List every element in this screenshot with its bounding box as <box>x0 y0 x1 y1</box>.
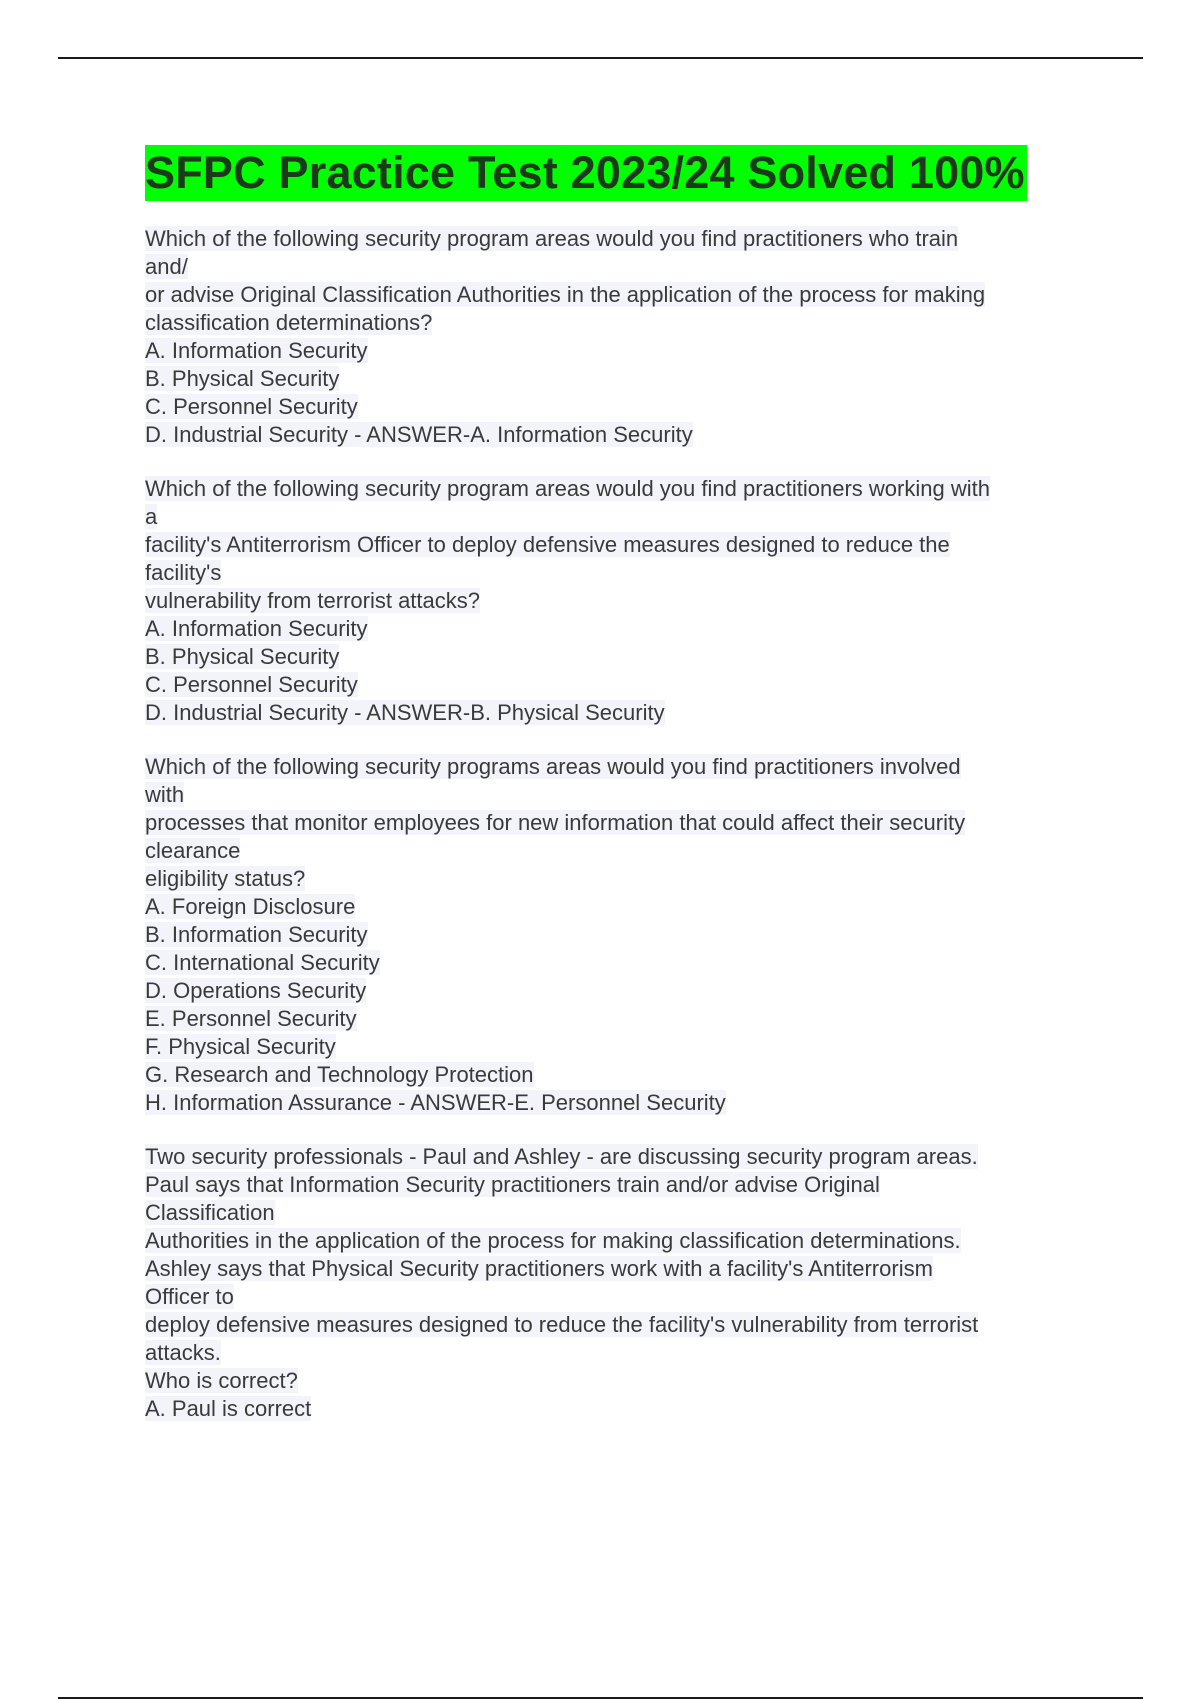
question-text-line: deploy defensive measures designed to reduce the facility's vulnerability from terrorist <box>145 1312 979 1337</box>
question-text-line: clearance <box>145 838 241 863</box>
question-text-line: attacks. <box>145 1340 221 1365</box>
document-body <box>145 145 1085 1423</box>
answer-option: C. Personnel Security <box>145 394 358 419</box>
answer-option: G. Research and Technology Protection <box>145 1062 534 1087</box>
top-rule <box>58 57 1143 59</box>
question-text-line: Ashley says that Physical Security practitioners work with a facility's Antiterrorism <box>145 1256 933 1281</box>
question-block-3 <box>145 753 1085 1117</box>
question-text-line: or advise Original Classification Authorities in the application of the process for making <box>145 282 986 307</box>
question-text-line: facility's <box>145 560 222 585</box>
answer-option: A. Foreign Disclosure <box>145 894 356 919</box>
question-text-line: Officer to <box>145 1284 234 1309</box>
question-text-line: Who is correct? <box>145 1368 298 1393</box>
answer-option-with-key: D. Industrial Security - ANSWER-B. Physical Security <box>145 700 665 725</box>
question-block-1 <box>145 225 1085 449</box>
question-text-line: and/ <box>145 254 188 279</box>
answer-option: B. Information Security <box>145 922 368 947</box>
answer-option: C. International Security <box>145 950 380 975</box>
answer-option-with-key: H. Information Assurance - ANSWER-E. Personnel Security <box>145 1090 726 1115</box>
bottom-rule <box>58 1697 1143 1699</box>
answer-option: F. Physical Security <box>145 1034 336 1059</box>
answer-option: B. Physical Security <box>145 366 340 391</box>
question-text-line: vulnerability from terrorist attacks? <box>145 588 480 613</box>
answer-option: B. Physical Security <box>145 644 340 669</box>
answer-option: C. Personnel Security <box>145 672 358 697</box>
question-text-line: Two security professionals - Paul and Ashley - are discussing security program areas. <box>145 1144 978 1169</box>
question-text-line: processes that monitor employees for new information that could affect their security <box>145 810 966 835</box>
answer-option: E. Personnel Security <box>145 1006 357 1031</box>
answer-option: A. Paul is correct <box>145 1396 312 1421</box>
question-text-line: Authorities in the application of the process for making classification determinations. <box>145 1228 961 1253</box>
question-text-line: with <box>145 782 185 807</box>
question-text-line: a <box>145 504 158 529</box>
question-text-line: Which of the following security programs areas would you find practitioners involved <box>145 754 961 779</box>
answer-option: D. Operations Security <box>145 978 367 1003</box>
answer-option-with-key: D. Industrial Security - ANSWER-A. Information Security <box>145 422 693 447</box>
question-block-2 <box>145 475 1085 727</box>
question-text-line: classification determinations? <box>145 310 433 335</box>
answer-option: A. Information Security <box>145 616 368 641</box>
document-title: SFPC Practice Test 2023/24 Solved 100% <box>145 145 1027 201</box>
question-text-line: facility's Antiterrorism Officer to deploy defensive measures designed to reduce the <box>145 532 950 557</box>
question-text-line: eligibility status? <box>145 866 306 891</box>
question-text-line: Paul says that Information Security practitioners train and/or advise Original <box>145 1172 880 1197</box>
question-text-line: Which of the following security program areas would you find practitioners who train <box>145 226 959 251</box>
question-block-4 <box>145 1143 1085 1423</box>
answer-option: A. Information Security <box>145 338 368 363</box>
question-text-line: Classification <box>145 1200 275 1225</box>
question-text-line: Which of the following security program areas would you find practitioners working with <box>145 476 990 501</box>
